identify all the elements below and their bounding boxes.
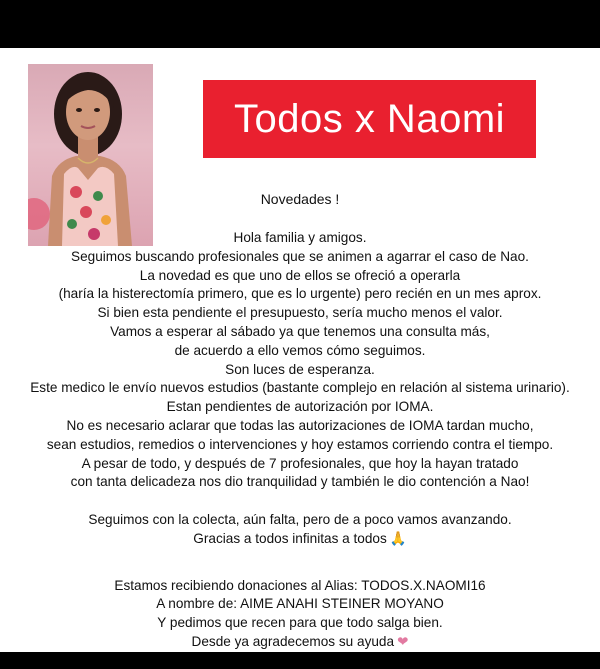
text-line: No es necesario aclarar que todas las autorizaciones de IOMA tardan mucho, [66, 417, 534, 433]
text-line: La novedad es que uno de ellos se ofreció a operarla [139, 267, 461, 283]
text-line: Y pedimos que recen para que todo salga bien. [157, 615, 443, 631]
text-line: Seguimos buscando profesionales que se animen a agarrar el caso de Nao. [71, 248, 529, 264]
portrait-photo [28, 64, 153, 246]
text-line: Si bien esta pendiente el presupuesto, sería mucho menos el valor. [97, 305, 503, 321]
post-body [0, 229, 600, 652]
banner-title: Todos x Naomi [233, 96, 506, 141]
text-line: con tanta delicadeza nos dio tranquilidad y también le dio contención a Nao! [70, 474, 530, 490]
text-line: Hola familia y amigos. [233, 230, 367, 245]
text-line: A nombre de: AIME ANAHI STEINER MOYANO [156, 596, 444, 612]
text-line: Estamos recibiendo donaciones al Alias: TODOS.X.NAOMI16 [114, 577, 486, 593]
text-line: A pesar de todo, y después de 7 profesionales, que hoy la hayan tratado [81, 455, 519, 471]
post-card [0, 48, 600, 652]
closing-text: Desde ya agradecemos su ayuda [191, 633, 395, 649]
text-line: de acuerdo a ello vemos cómo seguimos. [174, 342, 426, 358]
text-line: Estan pendientes de autorización por IOMA. [166, 399, 434, 415]
section-heading: Novedades ! [260, 191, 340, 207]
thanks-line [0, 530, 600, 549]
praying-hands-icon: 🙏 [389, 530, 407, 546]
text-line: Seguimos con la colecta, aún falta, pero de a poco vamos avanzando. [88, 511, 512, 527]
text-line: sean estudios, remedios o intervenciones y hoy estamos corriendo contra el tiempo. [46, 436, 554, 452]
text-line: (haría la histerectomía primero, que es lo urgente) pero recién en un mes aprox. [58, 286, 542, 302]
thanks-text: Gracias a todos infinitas a todos [193, 530, 387, 546]
sparkling-heart-icon: ❤ [397, 633, 409, 649]
text-line: Vamos a esperar al sábado ya que tenemos una consulta más, [110, 323, 490, 339]
text-line: Este medico le envío nuevos estudios (bastante complejo en relación al sistema urinario). [30, 380, 570, 396]
text-line: Son luces de esperanza. [225, 361, 375, 377]
title-banner [203, 80, 536, 158]
closing-line [0, 633, 600, 652]
